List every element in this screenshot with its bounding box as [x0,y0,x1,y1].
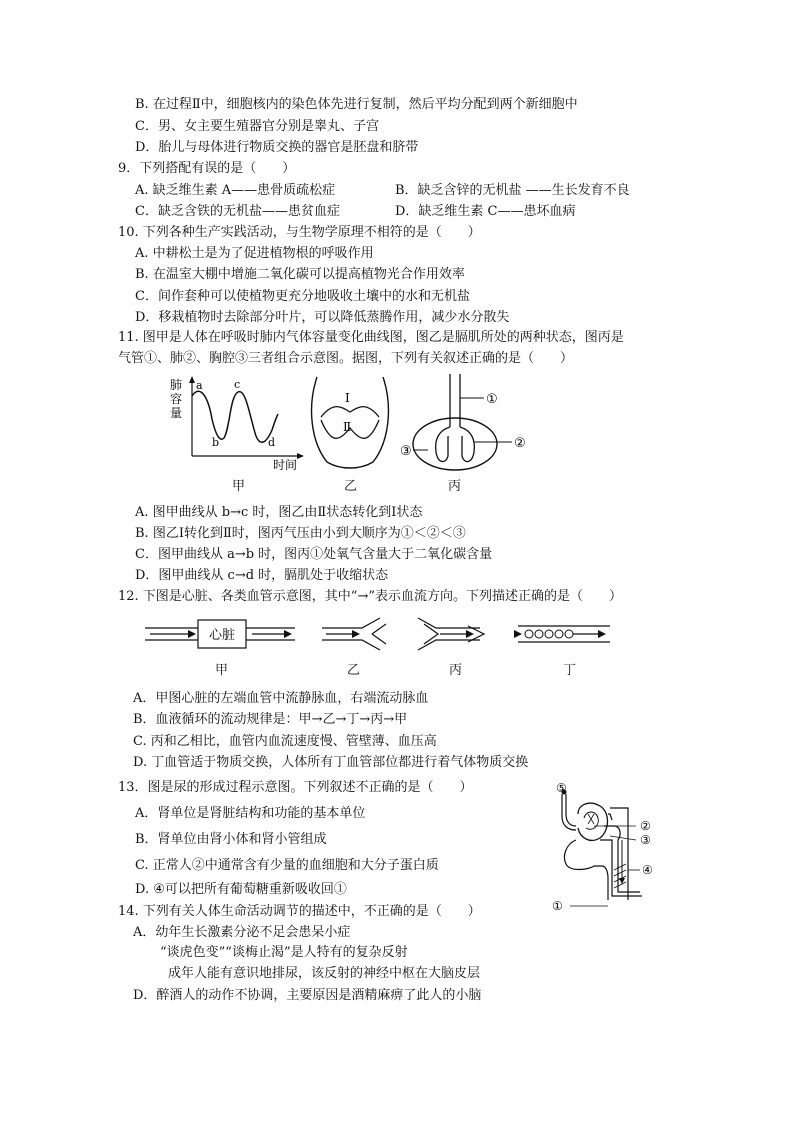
q14-option-d: D．醉酒人的动作不协调，主要原因是酒精麻痹了此人的小脑 [133,988,482,1003]
q13-option-a: A．肾单位是肾脏结构和功能的基本单位 [135,806,366,821]
q11-jia-point-b: b [212,436,220,449]
q11-option-a: A. 图甲曲线从 b→c 时，图乙由Ⅱ状态转化到Ⅰ状态 [135,505,423,520]
q8-option-c: C．男、女主要生殖器官分别是睾丸、子宫 [135,119,379,134]
q11-stem-line1: 11. 图甲是人体在呼吸时肺内气体容量变化曲线图，图乙是膈肌所处的两种状态，图丙是 [118,330,624,345]
q10-option-d: D．移栽植物时去除部分叶片，可以降低蒸腾作用，减少水分散失 [135,310,510,325]
q13-figure-nephron [548,780,664,918]
q12-option-d: D. 丁血管适于物质交换，人体所有丁血管部位都进行着气体物质交换 [133,755,529,770]
q10-option-a: A. 中耕松土是为了促进植物根的呼吸作用 [135,246,374,261]
q11-jia-ylabel-2: 容 [170,392,183,406]
q11-caption-bing: 丙 [448,479,462,494]
q11-caption-jia: 甲 [232,479,246,494]
q13-option-b: B．肾单位由肾小体和肾小管组成 [135,832,327,847]
q10-option-b: B. 在温室大棚中增施二氧化碳可以提高植物光合作用效率 [135,267,465,282]
q12-heart-label: 心脏 [208,628,236,643]
q11-yi-label-1: Ⅰ [345,391,350,405]
q12-option-a: A．甲图心脏的左端血管中流静脉血，右端流动脉血 [133,691,429,706]
q10-stem: 10. 下列各种生产实践活动，与生物学原理不相符的是（ ） [118,225,481,240]
q11-stem-line2: 气管①、肺②、胸腔③三者组合示意图。据图，下列有关叙述正确的是（ ） [118,351,574,366]
q11-jia-ylabel-3: 量 [170,406,183,420]
q12-option-c: C. 丙和乙相比，血管内血流速度慢、管壁薄、血压高 [133,734,437,749]
q11-bing-n1: ① [486,392,498,407]
q11-figure-jia [160,374,305,474]
q13-fig-n4: ④ [642,863,653,877]
q12-stem: 12. 下图是心脏、各类血管示意图，其中“→”表示血流方向。下列描述正确的是（ ） [118,589,622,604]
q11-figure-bing [400,372,540,472]
q11-yi-label-2: Ⅱ [343,420,352,434]
q11-option-c: C．图甲曲线从 a→b 时，图丙①处氧气含量大于二氧化碳含量 [135,547,493,562]
q11-bing-n2: ② [514,436,526,451]
q8-option-b: B. 在过程Ⅱ中，细胞核内的染色体先进行复制，然后平均分配到两个新细胞中 [135,97,578,112]
q12-caption-jia: 甲 [215,663,229,678]
q9-option-b: B．缺乏含锌的无机盐 ——生长发育不良 [395,183,630,198]
q11-figure-yi [305,372,395,472]
q13-stem: 13．图是尿的形成过程示意图。下列叙述不正确的是（ ） [118,780,473,795]
q12-caption-bing: 丙 [449,663,463,678]
q11-caption-yi: 乙 [344,479,358,494]
q12-caption-ding: 丁 [563,663,577,678]
q11-option-d: D．图甲曲线从 c→d 时，膈肌处于收缩状态 [135,568,389,583]
q12-option-b: B．血液循环的流动规律是：甲→乙→丁→丙→甲 [133,712,408,727]
q11-jia-ylabel-1: 肺 [170,378,183,392]
q14-option-a: A．幼年生长激素分泌不足会患呆小症 [133,925,351,940]
q14-option-c: 成年人能有意识地排尿，该反射的神经中枢在大脑皮层 [168,966,481,981]
q14-stem: 14. 下列有关人体生命活动调节的描述中，不正确的是（ ） [118,904,481,919]
q11-option-b: B. 图乙Ⅰ转化到Ⅱ时，图丙气压由小到大顺序为①＜②＜③ [135,526,466,541]
q13-option-d: D. ④可以把所有葡萄糖重新吸收回① [135,882,347,897]
q12-caption-yi: 乙 [347,663,361,678]
q14-option-b: “谈虎色变”“谈梅止渴”是人特有的复杂反射 [160,945,408,960]
q13-fig-n5: ⑤ [556,781,567,795]
q8-option-d: D．胎儿与母体进行物质交换的器官是胚盘和脐带 [135,140,419,155]
q13-fig-n3: ③ [640,833,651,847]
q13-fig-n1: ① [552,899,563,913]
q11-jia-point-a: a [196,379,203,392]
q13-option-c: C. 正常人②中通常含有少量的血细胞和大分子蛋白质 [135,858,439,873]
q9-option-a: A. 缺乏维生素 A——患骨质疏松症 [135,183,336,198]
q11-jia-point-c: c [234,378,241,391]
q11-jia-point-d: d [268,436,276,449]
q9-option-c: C．缺乏含铁的无机盐——患贫血症 [135,204,340,219]
q11-jia-xlabel: 时间 [273,458,298,472]
q9-option-d: D．缺乏维生素 C——患坏血病 [395,204,576,219]
q11-bing-n3: ③ [400,444,412,459]
q12-figure-vessels [140,614,620,654]
q10-option-c: C．间作套种可以使植物更充分地吸收土壤中的水和无机盐 [135,289,470,304]
q13-fig-n2: ② [640,819,651,833]
q9-stem: 9．下列搭配有误的是（ ） [118,161,296,176]
